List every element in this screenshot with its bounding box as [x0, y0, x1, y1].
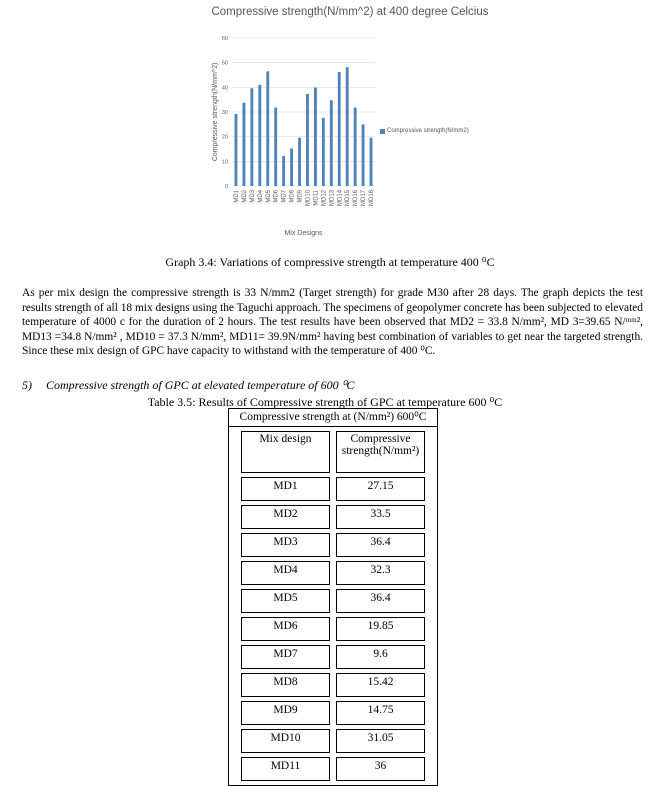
cell-strength: 32.3: [336, 561, 425, 585]
legend-swatch: [380, 129, 385, 134]
table-row: [241, 561, 425, 585]
bar: [242, 103, 245, 186]
x-tick-label: MD2: [241, 190, 248, 203]
cell-mix-design: MD7: [241, 645, 330, 669]
bar: [330, 100, 333, 186]
table-row: [241, 701, 425, 725]
bar: [266, 71, 269, 186]
x-tick-label: MD5: [265, 190, 272, 203]
chart-legend: [380, 128, 469, 134]
cell-strength: 14.75: [336, 701, 425, 725]
cell-strength: 9.6: [336, 645, 425, 669]
cell-mix-design: MD11: [241, 757, 330, 781]
cell-strength: 31.05: [336, 729, 425, 753]
bar: [354, 108, 357, 186]
bar: [322, 118, 325, 186]
bar: [346, 67, 349, 186]
body-paragraph: As per mix design the compressive strength is 33 N/mm2 (Target strength) for grade M30 after 28 days. The graph depicts the test results strength of all 18 mix designs using the Taguchi approach. The specimens of geopolymer concrete has been subjected to elevated temperature of 4000 c for the duration of 2 hours. The test results have been observed that MD2 = 33.8 N/mm², MD 3=39.65 N/ᵐᵐ², MD13 =34.8 N/mm² , MD10 = 37.3 N/mm², MD11= 39.9N/mm² having best combination of variables to get near the targeted strength. Since these mix design of GPC have capacity to withstand with the temperature of 400 ⁰C.: [22, 287, 643, 358]
cell-mix-design: MD10: [241, 729, 330, 753]
x-tick-label: MD16: [353, 190, 360, 207]
cell-strength: 36.4: [336, 533, 425, 557]
y-tick-label: 60: [221, 36, 228, 42]
x-tick-label: MD1: [233, 190, 240, 203]
cell-strength: 33.5: [336, 505, 425, 529]
x-tick-label: MD10: [305, 190, 312, 207]
bar: [370, 138, 373, 186]
x-tick-label: MD14: [337, 190, 344, 207]
cell-mix-design: MD5: [241, 589, 330, 613]
x-axis-title: Mix Designs: [284, 230, 323, 237]
y-tick-label: 50: [221, 60, 228, 67]
x-tick-label: MD8: [289, 190, 296, 203]
section-number: 5): [22, 378, 32, 392]
bar: [290, 149, 293, 186]
header-compressive-strength: Compressive strength(N/mm²): [336, 431, 425, 473]
table-row: [241, 673, 425, 697]
y-axis-title: Compressive strength(N/mm^2): [212, 62, 219, 162]
cell-mix-design: MD6: [241, 617, 330, 641]
table-row: [241, 757, 425, 781]
cell-strength: 27.15: [336, 477, 425, 501]
graph-caption: Graph 3.4: Variations of compressive strength at temperature 400 ⁰C: [165, 255, 495, 269]
table-title: Compressive strength at (N/mm²) 600⁰C: [229, 409, 437, 427]
table-header-row: [241, 431, 425, 473]
table-row: [241, 589, 425, 613]
y-tick-label: 10: [221, 159, 228, 166]
table-row: [241, 729, 425, 753]
bar: [338, 72, 341, 186]
cell-mix-design: MD1: [241, 477, 330, 501]
x-tick-label: MD18: [369, 190, 376, 207]
bar: [282, 156, 285, 186]
cell-mix-design: MD9: [241, 701, 330, 725]
table-row: [241, 533, 425, 557]
cell-mix-design: MD8: [241, 673, 330, 697]
table-row: [241, 617, 425, 641]
x-tick-label: MD9: [297, 190, 304, 203]
y-tick-label: 40: [221, 85, 228, 92]
bar: [274, 108, 277, 186]
table-caption-text: Table 3.5: Results of Compressive strength of GPC at temperature 600 ⁰C: [147, 395, 503, 409]
cell-strength: 36.4: [336, 589, 425, 613]
bar: [250, 88, 253, 186]
x-tick-label: MD4: [257, 190, 264, 203]
cell-strength: 36: [336, 757, 425, 781]
x-tick-label: MD6: [273, 190, 280, 203]
bar: [362, 124, 365, 186]
x-tick-label: MD12: [321, 190, 328, 207]
y-tick-label: 20: [221, 134, 228, 141]
bar: [306, 94, 309, 186]
x-tick-label: MD15: [345, 190, 352, 207]
section-title: Compressive strength of GPC at elevated temperature of 600 ⁰C: [46, 378, 355, 392]
x-tick-label: MD3: [249, 190, 256, 203]
cell-strength: 15.42: [336, 673, 425, 697]
bar: [258, 85, 261, 186]
x-tick-label: MD7: [281, 190, 288, 203]
cell-mix-design: MD4: [241, 561, 330, 585]
bar: [298, 138, 301, 186]
x-tick-label: MD11: [313, 190, 320, 206]
chart-svg: [200, 0, 500, 240]
x-tick-label: MD17: [361, 190, 368, 207]
table-row: [241, 505, 425, 529]
section-heading: [22, 378, 354, 393]
table-row: [241, 645, 425, 669]
table-row: [241, 477, 425, 501]
results-table: [228, 408, 438, 786]
chart-title: Compressive strength(N/mm^2) at 400 degree Celcius: [211, 6, 489, 18]
bar: [314, 88, 317, 186]
bar: [235, 114, 238, 186]
x-tick-label: MD13: [329, 190, 336, 207]
header-mix-design: Mix design: [241, 431, 330, 473]
results-grid: [235, 427, 431, 785]
bar-chart: [200, 0, 500, 240]
y-tick-label: 30: [221, 110, 228, 116]
legend-label: Compressive strength(N/mm2): [387, 128, 469, 134]
cell-strength: 19.85: [336, 617, 425, 641]
y-tick-label: 0: [224, 184, 228, 190]
cell-mix-design: MD2: [241, 505, 330, 529]
cell-mix-design: MD3: [241, 533, 330, 557]
